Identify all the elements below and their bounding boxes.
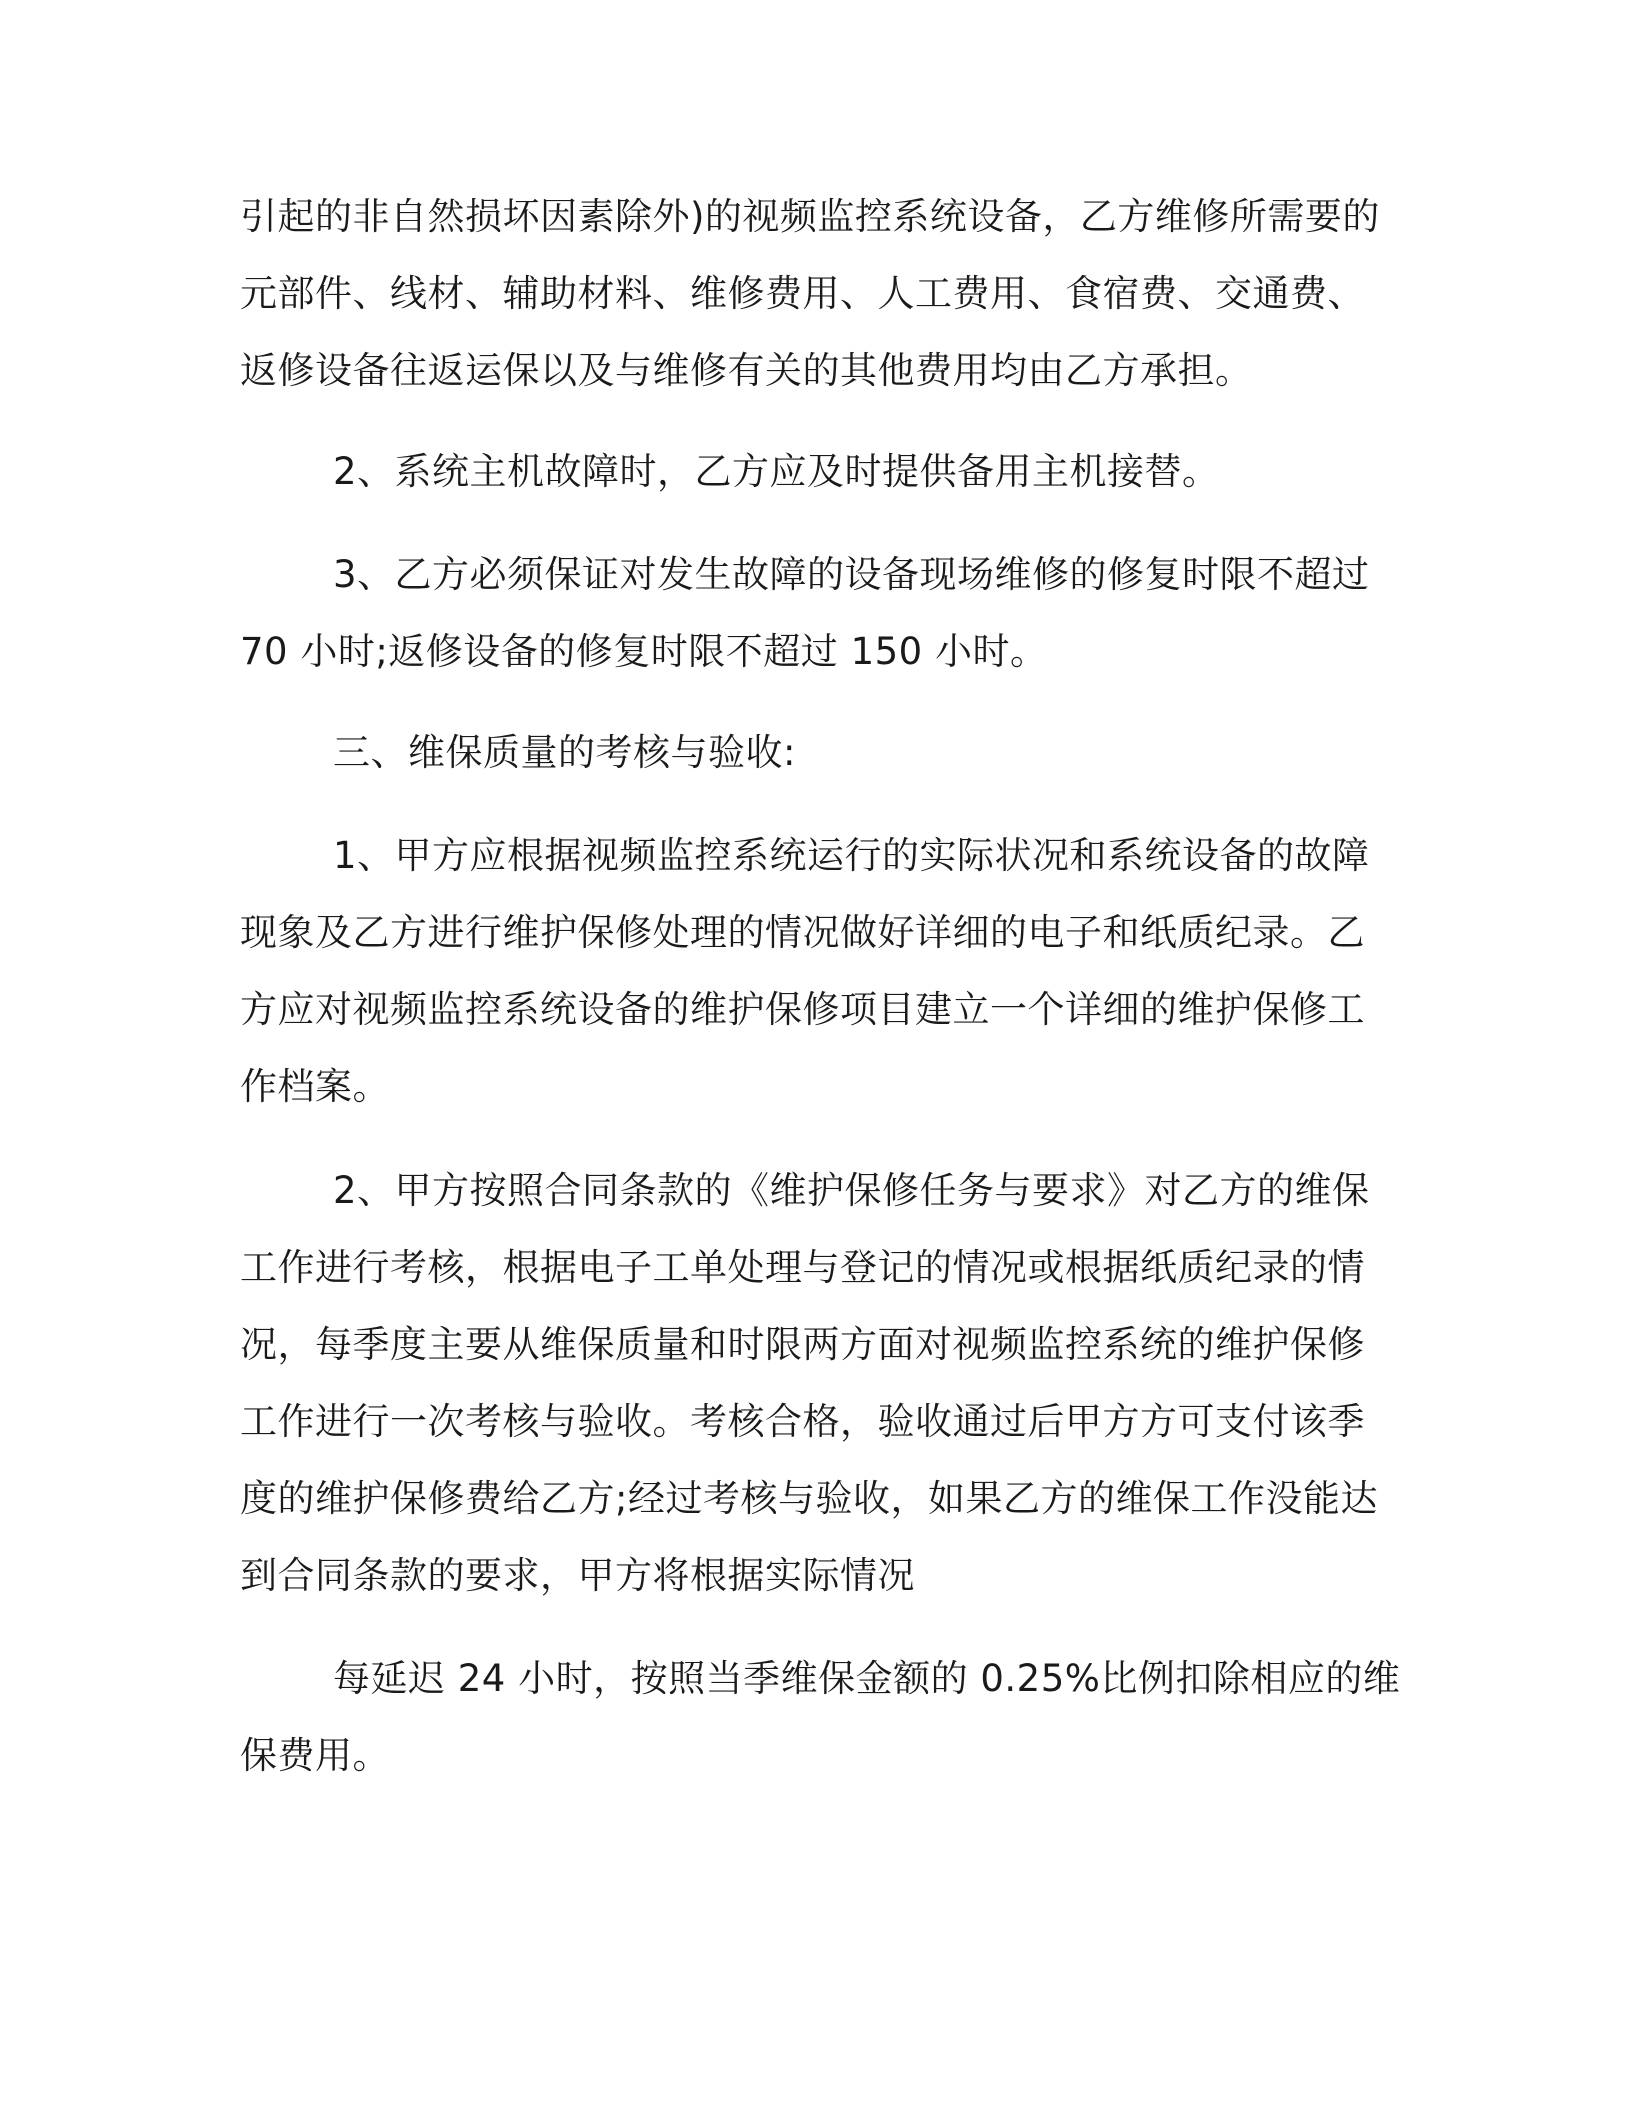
paragraph-line: 返修设备往返运保以及与维修有关的其他费用均由乙方承担。 (240, 349, 1253, 392)
paragraph-line: 70 小时;返修设备的修复时限不超过 150 小时。 (240, 630, 1048, 673)
paragraph-line: 2、系统主机故障时，乙方应及时提供备用主机接替。 (333, 450, 1220, 493)
paragraph-line: 工作进行考核，根据电子工单处理与登记的情况或根据纸质纪录的情 (240, 1246, 1365, 1289)
paragraph-line: 现象及乙方进行维护保修处理的情况做好详细的电子和纸质纪录。乙 (240, 911, 1365, 954)
paragraph-line: 2、甲方按照合同条款的《维护保修任务与要求》对乙方的维保 (333, 1169, 1370, 1212)
paragraph-line: 作档案。 (240, 1065, 390, 1108)
paragraph-line: 工作进行一次考核与验收。考核合格，验收通过后甲方方可支付该季 (240, 1400, 1365, 1443)
paragraph-line: 元部件、线材、辅助材料、维修费用、人工费用、食宿费、交通费、 (240, 272, 1365, 315)
paragraph-line: 况，每季度主要从维保质量和时限两方面对视频监控系统的维护保修 (240, 1323, 1365, 1366)
paragraph-line: 每延迟 24 小时，按照当季维保金额的 0.25%比例扣除相应的维 (333, 1657, 1401, 1700)
paragraph-line: 方应对视频监控系统设备的维护保修项目建立一个详细的维护保修工 (240, 988, 1365, 1031)
paragraph-line: 到合同条款的要求，甲方将根据实际情况 (240, 1554, 915, 1597)
paragraph-line: 3、乙方必须保证对发生故障的设备现场维修的修复时限不超过 (333, 553, 1370, 596)
paragraph-line: 1、甲方应根据视频监控系统运行的实际状况和系统设备的故障 (333, 834, 1370, 877)
paragraph-line: 度的维护保修费给乙方;经过考核与验收，如果乙方的维保工作没能达 (240, 1477, 1378, 1520)
paragraph-line: 保费用。 (240, 1734, 390, 1777)
section-heading: 三、维保质量的考核与验收: (333, 731, 796, 774)
paragraph-line: 引起的非自然损坏因素除外)的视频监控系统设备，乙方维修所需要的 (240, 195, 1380, 238)
